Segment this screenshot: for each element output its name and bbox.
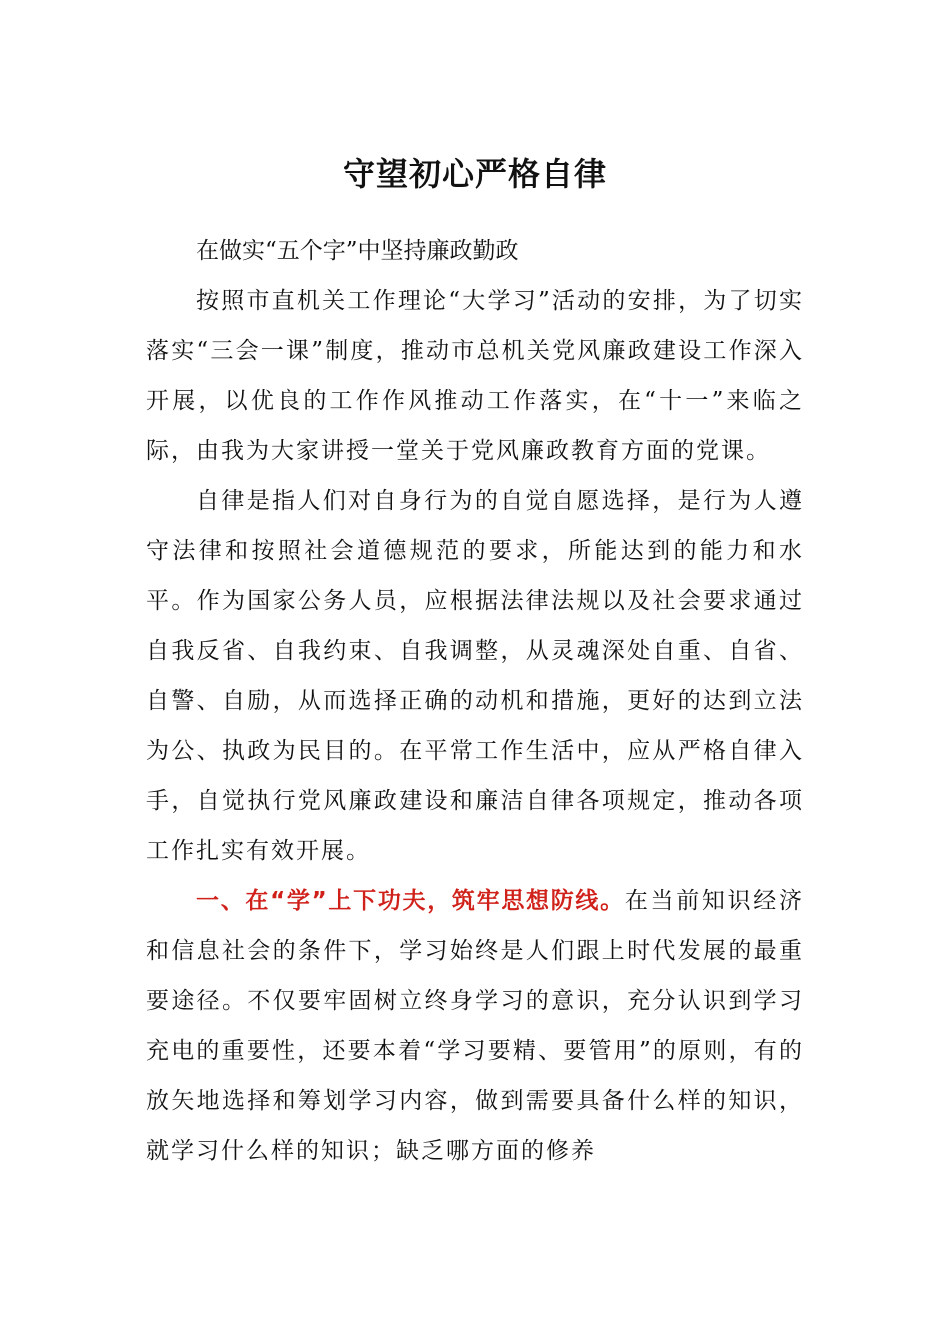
document-body bbox=[146, 276, 804, 1176]
paragraph-intro: 按照市直机关工作理论“大学习”活动的安排，为了切实落实“三会一课”制度，推动市总机关党风廉政建设工作深入开展，以优良的工作作风推动工作落实，在“十一”来临之际，由我为大家讲授一堂关于党风廉政教育方面的党课。 bbox=[146, 288, 804, 464]
paragraph-self-discipline: 自律是指人们对自身行为的自觉自愿选择，是行为人遵守法律和按照社会道德规范的要求，所能达到的能力和水平。作为国家公务人员，应根据法律法规以及社会要求通过自我反省、自我约束、自我调整，从灵魂深处自重、自省、自警、自励，从而选择正确的动机和措施，更好的达到立法为公、执政为民目的。在平常工作生活中，应从严格自律入手，自觉执行党风廉政建设和廉洁自律各项规定，推动各项工作扎实有效开展。 bbox=[146, 488, 804, 864]
section-1-paragraph bbox=[146, 876, 804, 1176]
document-subtitle: 在做实“五个字”中坚持廉政勤政 bbox=[196, 238, 519, 264]
document-title: 守望初心严格自律 bbox=[342, 155, 607, 193]
section-1-text: 在当前知识经济和信息社会的条件下，学习始终是人们跟上时代发展的最重要途径。不仅要牢固树立终身学习的意识，充分认识到学习充电的重要性，还要本着“学习要精、要管用”的原则，有的放矢地选择和筹划学习内容，做到需要具备什么样的知识，就学习什么样的知识；缺乏哪方面的修养 bbox=[146, 888, 805, 1164]
section-1-heading: 一、在“学”上下功夫，筑牢思想防线。 bbox=[196, 888, 625, 914]
